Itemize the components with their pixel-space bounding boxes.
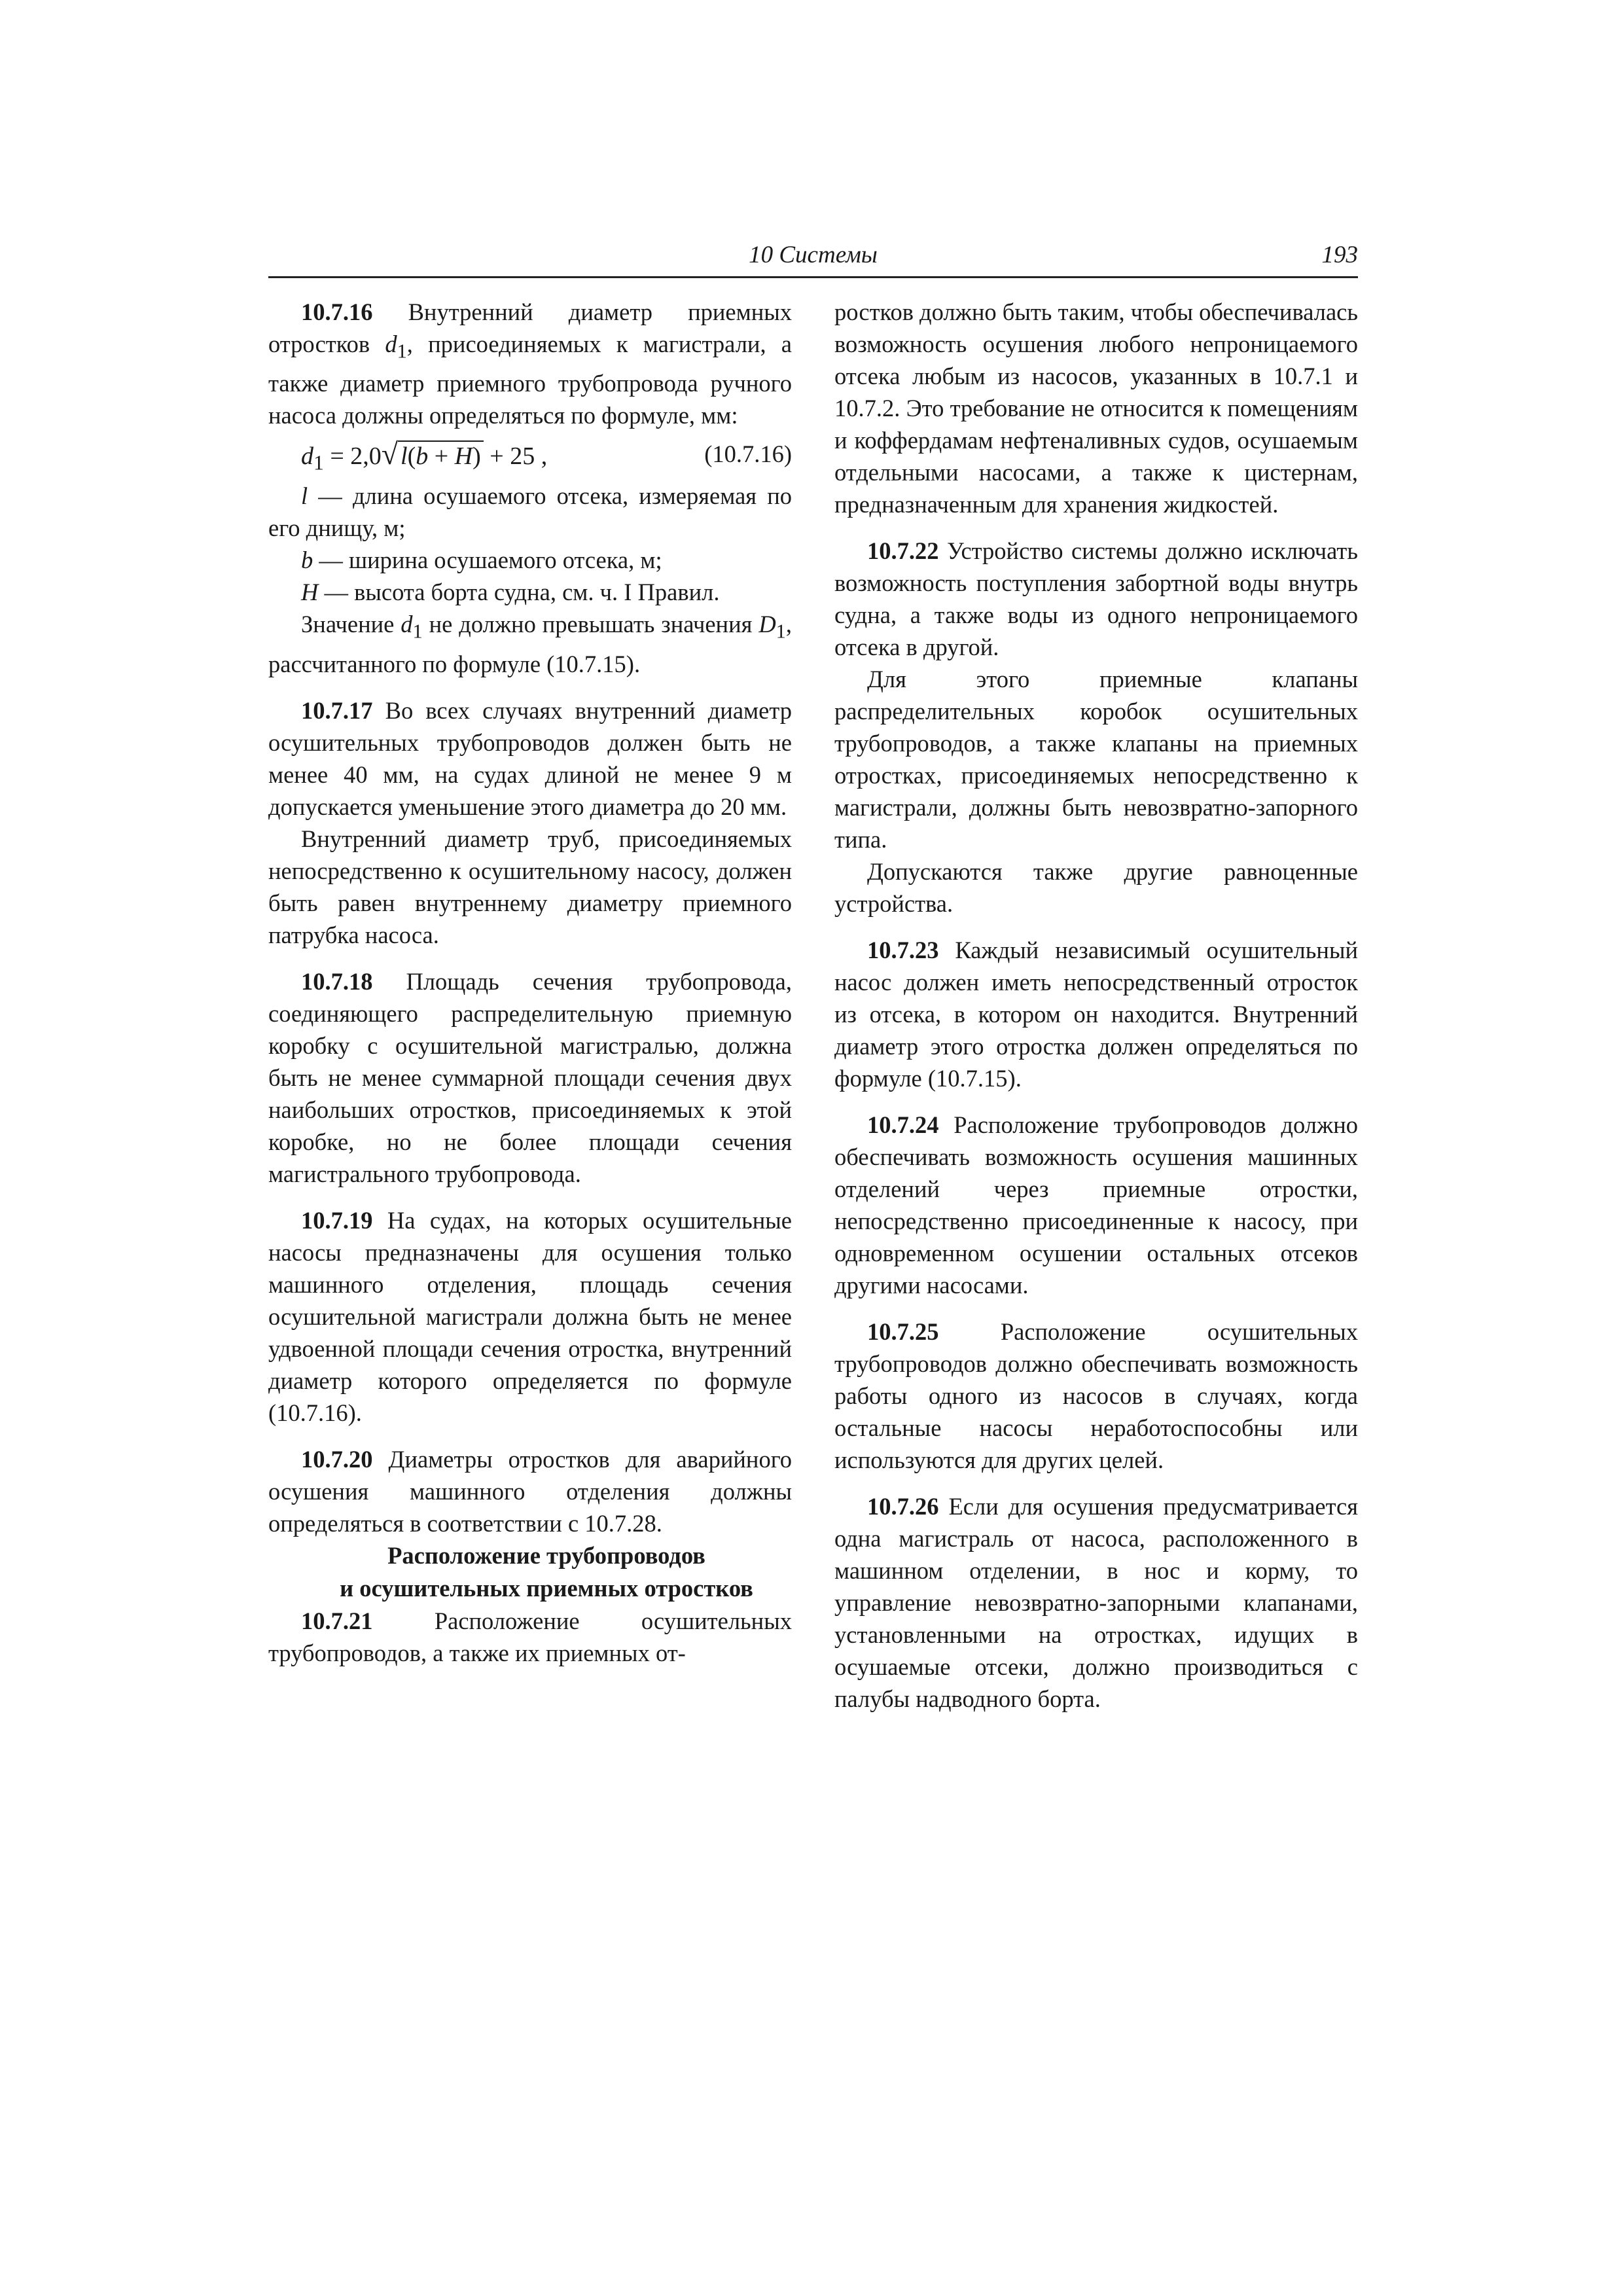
heading-line-1: Расположение трубопроводов (387, 1541, 705, 1569)
definition-b (268, 544, 792, 576)
formula-lhs: d (301, 442, 313, 471)
paragraph-10-7-18 (268, 965, 792, 1190)
paragraph-text: Если для осушения предусматривается одна магистраль от насоса, расположенного в машинном отделении, в нос и корму, то управление невозвратно-запорными клапанами, установленными на отростках, идущих в осушаемые отсеки, должно производиться с палубы надводного борта. (834, 1493, 1358, 1712)
paragraph-10-7-21-cont: ростков должно быть таким, чтобы обеспечивалась возможность осушения любого непроницаемого отсека любым из насосов, указанных в 10.7.1 и 10.7.2. Это требование не относится к помещениям и коффердамам нефтеналивных судов, осушаемым отдельными насосами, а также к цистернам, предназначенным для хранения жидкостей. (834, 298, 1358, 518)
paragraph-10-7-20 (268, 1443, 792, 1539)
paragraph-text: Каждый независимый осушительный насос должен иметь непосредственный отросток из отсека, в котором он находится. Внутренний диаметр этого отростка должен определяться по формуле (10.7.15). (834, 937, 1358, 1092)
formula-tail: + 25 , (483, 442, 548, 471)
paragraph-text: , рассчитанного по формуле (10.7.15). (268, 611, 792, 677)
paragraph-10-7-26 (834, 1490, 1358, 1715)
definition-var: H (301, 579, 319, 606)
radicand-l: l (401, 442, 408, 471)
running-header (268, 236, 1358, 278)
definition-h (268, 576, 792, 608)
subscript: 1 (412, 620, 423, 643)
paragraph-text: , присоединяемых к магистрали, а также диаметр приемного трубопровода ручного насоса должны определяться по формуле, мм: (268, 331, 792, 429)
section-heading (268, 1539, 792, 1605)
paragraph-10-7-17 (268, 694, 792, 823)
paragraph-10-7-16 (268, 296, 792, 431)
subscript: 1 (776, 620, 786, 643)
clause-number: 10.7.20 (301, 1445, 373, 1473)
paragraph-10-7-19 (268, 1204, 792, 1429)
document-page (268, 236, 1358, 2121)
variable-d: d (401, 611, 413, 638)
clause-number: 10.7.23 (867, 937, 939, 963)
page-number: 193 (1321, 242, 1358, 268)
paragraph-text: Площадь сечения трубопровода, соединяющего распределительную приемную коробку с осушительной магистралью, должна быть не менее суммарной площади сечения двух наибольших отростков, присоединяемых к этой коробке, но не более площади сечения магистрального трубопровода. (268, 967, 792, 1187)
radicand-b: b (416, 442, 429, 471)
variable-d: d (385, 331, 397, 357)
paragraph-text: Расположение осушительных трубопроводов должно обеспечивать возможность работы одного из насосов в случаях, когда остальные насосы неработоспособны или используются для других целей. (834, 1318, 1358, 1473)
formula-number: (10.7.16) (704, 440, 792, 468)
clause-number: 10.7.26 (867, 1493, 939, 1520)
paragraph-10-7-22 (834, 535, 1358, 663)
paragraph-10-7-24 (834, 1109, 1358, 1301)
note-10-7-16 (268, 608, 792, 679)
clause-number: 10.7.19 (301, 1206, 373, 1234)
radicand (398, 440, 484, 471)
paragraph-text: Диаметры отростков для аварийного осушения машинного отделения должны определяться в соответствии с 10.7.28. (268, 1445, 792, 1537)
definition-l (268, 480, 792, 544)
right-column (834, 296, 1358, 1715)
clause-number: 10.7.25 (867, 1318, 939, 1345)
radical-sign: √ (381, 437, 399, 471)
definition-text: — ширина осушаемого отсека, м; (313, 547, 662, 574)
paragraph-text: Устройство системы должно исключать возможность поступления забортной воды внутрь судна, а также воды из одного непроницаемого отсека в другой. (834, 537, 1358, 660)
paragraph-10-7-22-note: Допускаются также другие равноценные устройства. (834, 858, 1358, 917)
clause-number: 10.7.22 (867, 537, 939, 564)
radicand-h: H (454, 442, 473, 471)
formula-expression (301, 438, 547, 479)
paragraph-text: Расположение трубопроводов должно обеспечивать возможность осушения машинных отделений через приемные отростки, непосредственно присоединенные к насосу, при одновременном осушении остальных отсеков другими насосами. (834, 1111, 1358, 1299)
clause-number: 10.7.24 (867, 1111, 939, 1138)
definition-var: l (301, 482, 308, 510)
paren-open: ( (407, 442, 416, 471)
plus-sign: + (428, 442, 455, 471)
variable-D: D (758, 611, 776, 638)
paragraph-10-7-22-cont: Для этого приемные клапаны распределительных коробок осушительных трубопроводов, а также клапаны на приемных отростках, присоединяемых непосредственно к магистрали, должны быть невозвратно-запорного типа. (834, 666, 1358, 853)
definition-text: — высота борта судна, см. ч. I Правил. (318, 579, 720, 606)
paragraph-text: Значение (301, 611, 401, 638)
clause-number: 10.7.17 (301, 696, 373, 724)
chapter-title: 10 Системы (749, 242, 878, 268)
paragraph-10-7-25 (834, 1316, 1358, 1476)
left-column (268, 296, 792, 1669)
paragraph-text: Расположение осушительных трубопроводов, а также их приемных от- (268, 1607, 792, 1666)
definition-var: b (301, 547, 313, 574)
clause-number: 10.7.21 (301, 1607, 373, 1634)
paragraph-text: На судах, на которых осушительные насосы предназначены для осушения только машинного отделения, площадь сечения осушительной магистрали должна быть не менее удвоенной площади сечения отростка, внутренний диаметр которого определяется по формуле (10.7.16). (268, 1206, 792, 1426)
clause-number: 10.7.16 (301, 298, 373, 325)
formula-coefficient: = 2,0 (323, 442, 382, 471)
subscript: 1 (397, 340, 407, 363)
paren-close: ) (473, 442, 481, 471)
paragraph-10-7-23 (834, 934, 1358, 1094)
paragraph-text: не должно превышать значения (422, 611, 759, 638)
definition-text: — длина осушаемого отсека, измеряемая по его днищу, м; (268, 482, 792, 542)
clause-number: 10.7.18 (301, 967, 373, 995)
paragraph-text: Внутренний диаметр приемных отростков (268, 298, 792, 357)
formula-10-7-16 (268, 435, 792, 477)
paragraph-10-7-17-cont: Внутренний диаметр труб, присоединяемых непосредственно к осушительному насосу, должен быть равен внутреннему диаметру приемного патрубка насоса. (268, 825, 792, 948)
heading-line-2: и осушительных приемных отростков (340, 1574, 753, 1602)
paragraph-text: Во всех случаях внутренний диаметр осушительных трубопроводов должен быть не менее 40 мм, на судах длиной не менее 9 м допускается уменьшение этого диаметра до 20 мм. (268, 696, 792, 820)
paragraph-10-7-21 (268, 1605, 792, 1669)
formula-definitions (268, 480, 792, 608)
formula-lhs-sub: 1 (313, 451, 324, 475)
